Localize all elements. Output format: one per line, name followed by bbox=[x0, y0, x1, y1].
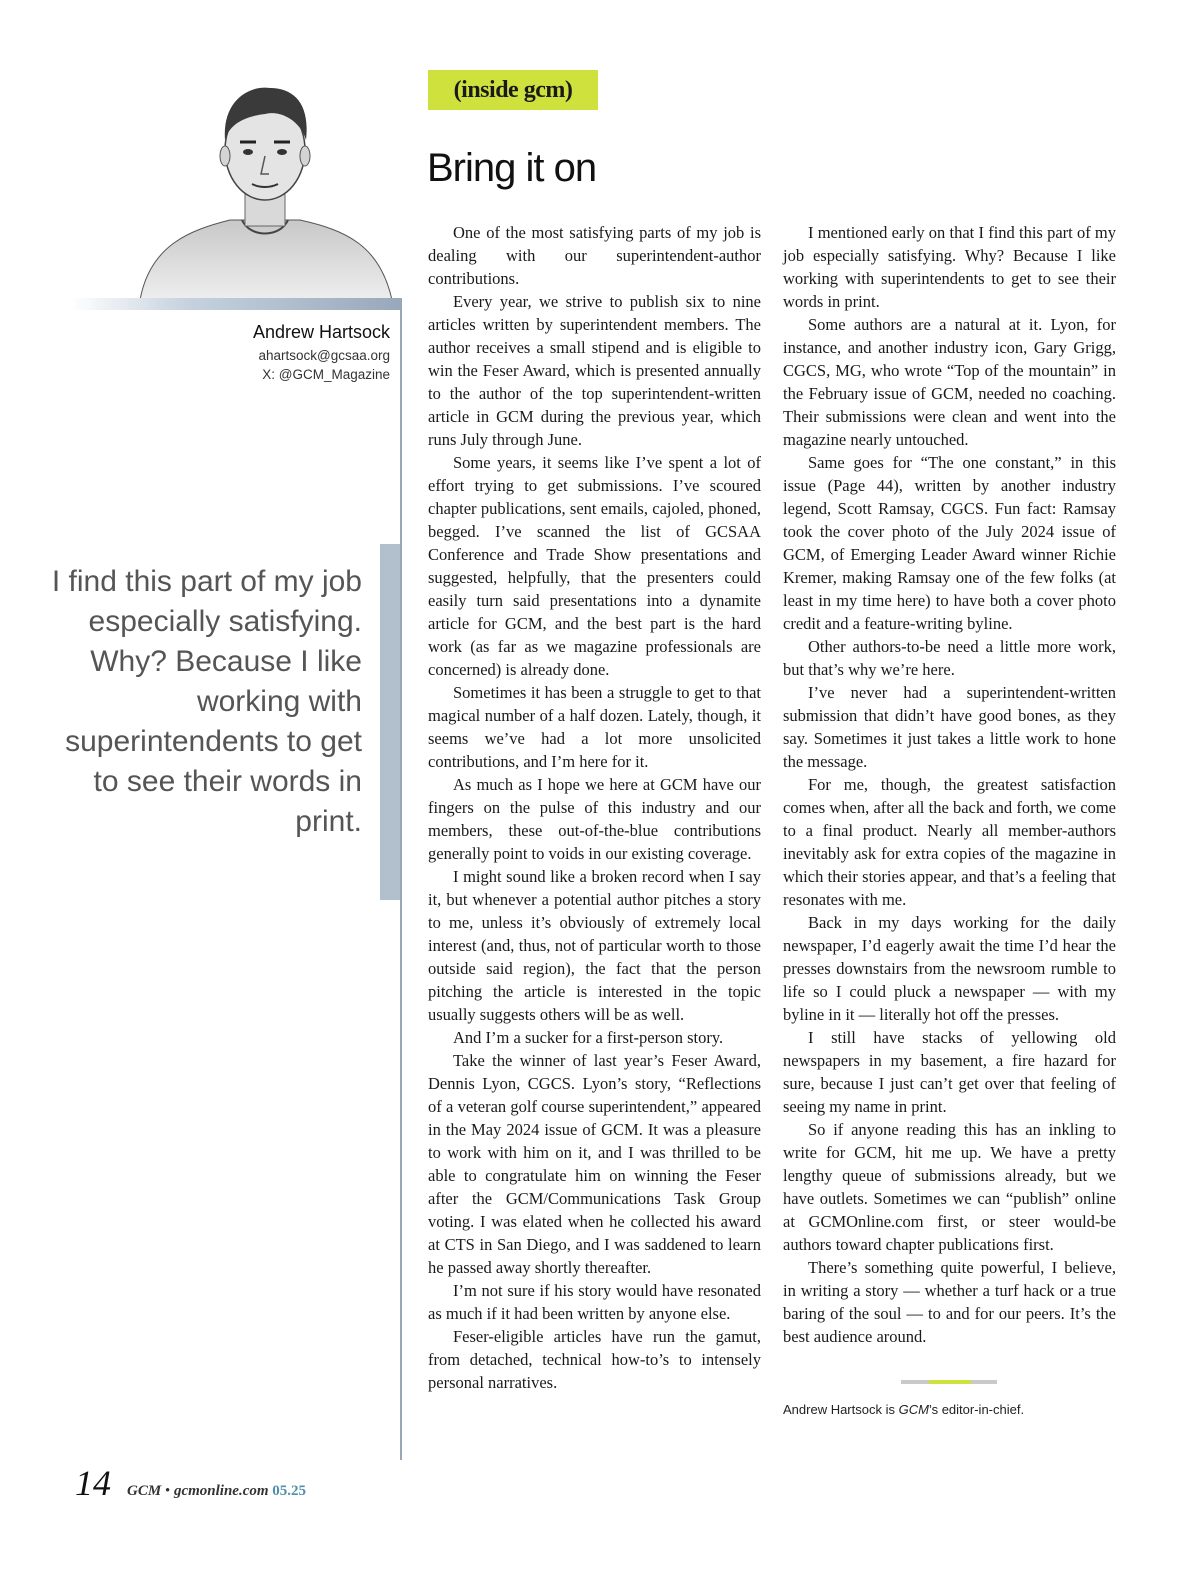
page-number: 14 bbox=[75, 1463, 111, 1503]
paragraph: I mentioned early on that I find this part of my job especially satisfying. Why? Because I like working with superintendents to get to see their words in print. bbox=[783, 223, 1116, 311]
column-divider bbox=[400, 298, 402, 1460]
tagline-name: Andrew Hartsock is bbox=[783, 1402, 899, 1417]
paragraph: So if anyone reading this has an inkling to write for GCM, hit me up. We have a pretty lengthy queue of submissions already, but we have outlets. Sometimes we can “publish” online at GCMOnline.com first, or steer would-be authors toward chapter publications first. bbox=[783, 1120, 1116, 1254]
pullquote: I find this part of my job especially satisfying. Why? Because I like working with superintendents to get to see their words in print. bbox=[51, 565, 362, 838]
paragraph: One of the most satisfying parts of my job is dealing with our superintendent-author contributions. bbox=[428, 223, 761, 288]
author-tagline bbox=[783, 1398, 1116, 1421]
author-social: X: @GCM_Magazine bbox=[262, 367, 390, 382]
pullquote-accent-bar bbox=[380, 544, 400, 900]
paragraph: Same goes for “The one constant,” in this issue (Page 44), written by another industry legend, Scott Ramsay, CGCS. Fun fact: Ramsay took the cover photo of the July 2024 issue of GCM, of Emerging Leader Award winner Richie Kremer, making Ramsay one of the few folks (at least in my time here) to have both a cover photo credit and a feature-writing byline. bbox=[783, 453, 1116, 633]
paragraph: Some years, it seems like I’ve spent a lot of effort trying to get submissions. I’ve scoured chapter publications, sent emails, cajoled, phoned, begged. I’ve scanned the list of GCSAA Conference and Trade Show presentations and suggested, helpfully, that the presenters could easily turn said presentations into a dynamite article for GCM, and the best part is the hard work (as far as we magazine professionals are concerned) is already done. bbox=[428, 453, 761, 679]
paragraph: Other authors-to-be need a little more work, but that’s why we’re here. bbox=[783, 637, 1116, 679]
paragraph: I’m not sure if his story would have resonated as much if it had been written by anyone else. bbox=[428, 1281, 761, 1323]
publication-line bbox=[127, 1483, 306, 1500]
separator: • bbox=[161, 1483, 174, 1499]
paragraph: Back in my days working for the daily newspaper, I’d eagerly await the time I’d hear the presses downstairs from the newsroom rumble to life so I could pluck a newspaper — with my byline in it — literally hot off the presses. bbox=[783, 913, 1116, 1024]
author-email: ahartsock@gcsaa.org bbox=[258, 348, 390, 363]
page-footer bbox=[75, 1462, 306, 1504]
paragraph: Take the winner of last year’s Feser Award, Dennis Lyon, CGCS. Lyon’s story, “Reflections of a veteran golf course superintendent,” appeared in the May 2024 issue of GCM. It was a pleasure to work with him on it, and I was thrilled to be able to congratulate him on winning the Feser after the GCM/Communications Task Group voting. I was elated when he collected his award at CTS in San Diego, and I was saddened to learn he passed away shortly thereafter. bbox=[428, 1051, 761, 1277]
paragraph: I might sound like a broken record when I say it, but whenever a potential author pitches a story to me, unless it’s obviously of extremely local interest (and, thus, not of particular worth to those outside said region), the fact that the person pitching the article is interested in the topic usually suggests others will be as well. bbox=[428, 867, 761, 1024]
paragraph: Sometimes it has been a struggle to get to that magical number of a half dozen. Lately, though, it seems we’ve had a lot more unsolicited contributions, and I’m here for it. bbox=[428, 683, 761, 771]
article-column-1 bbox=[428, 221, 761, 1394]
headline: Bring it on bbox=[427, 146, 597, 190]
paragraph: Every year, we strive to publish six to nine articles written by superintendent members. The author receives a small stipend and is eligible to win the Feser Award, which is presented annually to the author of the top superintendent-written article in GCM during the previous year, which runs July through June. bbox=[428, 292, 761, 449]
paragraph: I still have stacks of yellowing old newspapers in my basement, a fire hazard for sure, because I just can’t get over that feeling of seeing my name in print. bbox=[783, 1028, 1116, 1116]
tagline-publication: GCM bbox=[898, 1402, 929, 1417]
author-byline bbox=[253, 322, 390, 384]
tagline-role: ’s editor-in-chief. bbox=[928, 1402, 1025, 1417]
author-name: Andrew Hartsock bbox=[252, 322, 390, 342]
byline-rule bbox=[70, 298, 402, 310]
paragraph: There’s something quite powerful, I believe, in writing a story — whether a turf hack or a true baring of the soul — to and for our peers. It’s the best audience around. bbox=[783, 1258, 1116, 1346]
paragraph: I’ve never had a superintendent-written submission that didn’t have good bones, as they say. Sometimes it just takes a little work to hone the message. bbox=[783, 683, 1116, 771]
end-of-story-mark bbox=[901, 1380, 997, 1384]
issue-date: 05.25 bbox=[272, 1483, 307, 1499]
paragraph: And I’m a sucker for a first-person story. bbox=[453, 1028, 724, 1047]
website: gcmonline.com bbox=[173, 1483, 269, 1499]
publication-name: GCM bbox=[127, 1483, 162, 1499]
paragraph: Some authors are a natural at it. Lyon, for instance, and another industry icon, Gary Grigg, CGCS, MG, who wrote “Top of the mountain” in the February issue of GCM, needed no coaching. Their submissions were clean and went into the magazine nearly untouched. bbox=[783, 315, 1116, 449]
section-tag: (inside gcm) bbox=[428, 70, 598, 110]
paragraph: For me, though, the greatest satisfaction comes when, after all the back and forth, we come to a final product. Nearly all member-authors inevitably ask for extra copies of the magazine in which their stories appear, and that’s a feeling that resonates with me. bbox=[783, 775, 1116, 909]
author-portrait bbox=[130, 70, 400, 300]
article-column-2 bbox=[783, 221, 1116, 1421]
paragraph: As much as I hope we here at GCM have our fingers on the pulse of this industry and our members, these out-of-the-blue contributions generally point to voids in our existing coverage. bbox=[428, 775, 761, 863]
paragraph: Feser-eligible articles have run the gamut, from detached, technical how-to’s to intensely personal narratives. bbox=[428, 1327, 761, 1392]
